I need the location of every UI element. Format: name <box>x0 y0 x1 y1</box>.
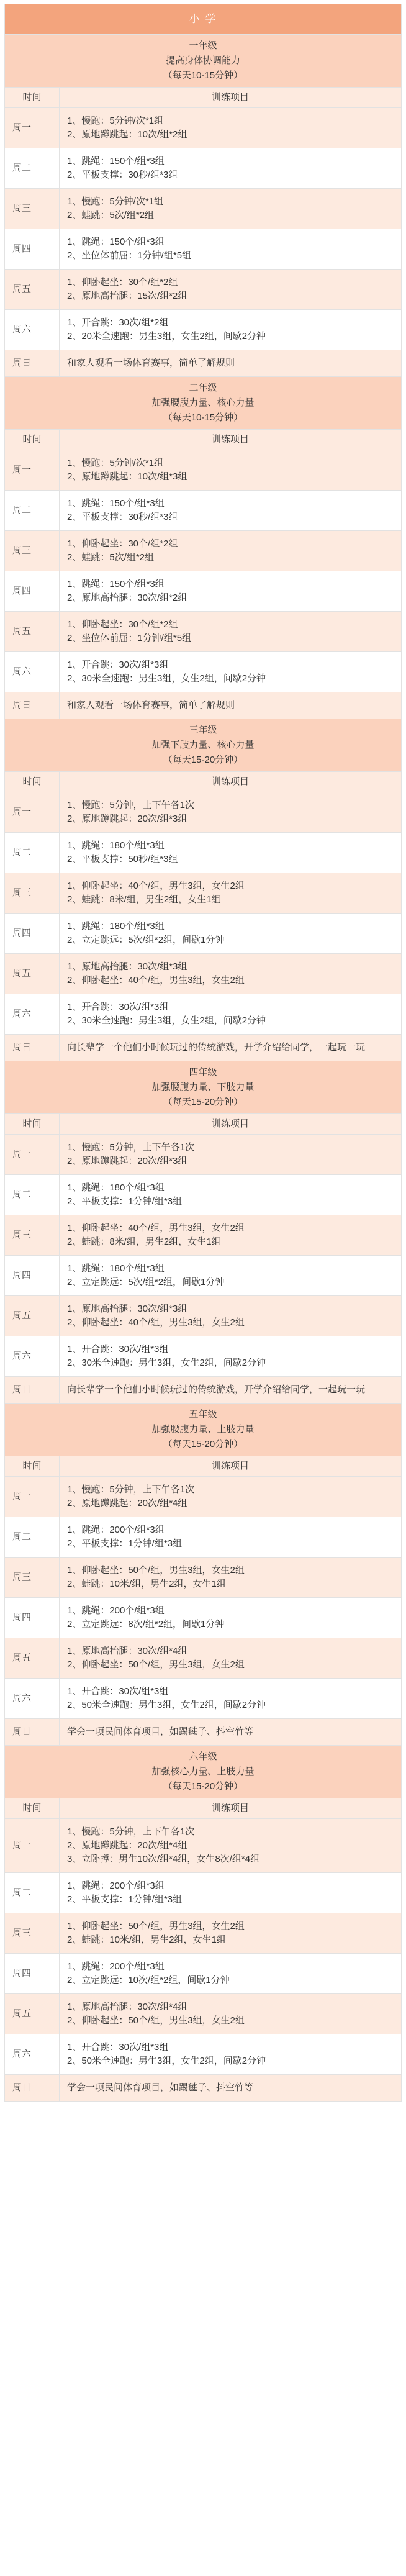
grade-header <box>5 1404 402 1456</box>
training-item-line: 2、蛙跳：8米/组，男生2组，女生1组 <box>67 894 221 905</box>
training-items <box>60 833 402 873</box>
day-label: 周三 <box>5 873 60 914</box>
day-label: 周五 <box>5 270 60 310</box>
training-items <box>60 1719 402 1746</box>
training-items <box>60 148 402 189</box>
day-row <box>5 692 402 719</box>
training-item-line: 1、慢跑：5分钟，上下午各1次 <box>67 1484 195 1495</box>
day-label: 周六 <box>5 994 60 1035</box>
day-label: 周五 <box>5 1296 60 1336</box>
grade-duration: （每天10-15分钟） <box>163 412 243 423</box>
day-row <box>5 612 402 652</box>
day-row <box>5 873 402 914</box>
grade-name: 五年级 <box>189 1409 217 1420</box>
grade-focus: 加强腰腹力量、上肢力量 <box>151 1424 255 1435</box>
section-title-row <box>5 4 402 35</box>
training-items <box>60 229 402 270</box>
training-item-line: 2、原地蹲跳起：10次/组*3组 <box>67 471 187 482</box>
training-item-line: 1、跳绳：180个/组*3组 <box>67 921 165 932</box>
training-item-line: 1、仰卧起坐：30个/组*2组 <box>67 277 178 288</box>
day-label: 周三 <box>5 1558 60 1598</box>
day-row <box>5 1135 402 1175</box>
training-items <box>60 994 402 1035</box>
grade-name: 二年级 <box>189 383 217 393</box>
training-item-line: 和家人观看一场体育赛事，简单了解规则 <box>67 700 235 710</box>
training-item-line: 2、坐位体前屈：1分钟/组*5组 <box>67 250 192 261</box>
day-label: 周一 <box>5 792 60 833</box>
day-row <box>5 1175 402 1215</box>
grade-header <box>5 719 402 772</box>
grade-name: 四年级 <box>189 1067 217 1077</box>
day-row <box>5 189 402 229</box>
training-item-line: 1、开合跳：30次/组*3组 <box>67 660 169 670</box>
day-row <box>5 450 402 491</box>
section-title: 小 学 <box>5 4 402 35</box>
day-row <box>5 994 402 1035</box>
training-item-line: 1、跳绳：180个/组*3组 <box>67 840 165 851</box>
training-items <box>60 1296 402 1336</box>
training-items <box>60 873 402 914</box>
day-label: 周四 <box>5 1256 60 1296</box>
day-label: 周一 <box>5 1477 60 1517</box>
training-items <box>60 310 402 350</box>
training-item-line: 1、跳绳：200个/组*3组 <box>67 1525 165 1535</box>
column-header-item: 训练项目 <box>60 430 402 450</box>
training-item-line: 2、50米全速跑：男生3组，女生2组，间歇2分钟 <box>67 1700 266 1710</box>
grade-header-row <box>5 719 402 772</box>
day-label: 周三 <box>5 1913 60 1954</box>
day-label: 周一 <box>5 1135 60 1175</box>
training-items <box>60 1215 402 1256</box>
training-item-line: 2、平板支撑：1分钟/组*3组 <box>67 1196 183 1207</box>
day-label: 周一 <box>5 108 60 148</box>
grade-focus: 加强腰腹力量、核心力量 <box>151 397 255 408</box>
training-item-line: 1、慢跑：5分钟，上下午各1次 <box>67 1142 195 1153</box>
training-items <box>60 1954 402 1994</box>
grade-header-row <box>5 377 402 430</box>
training-item-line: 2、原地蹲跳起：20次/组*3组 <box>67 814 187 824</box>
training-items <box>60 1679 402 1719</box>
day-label: 周六 <box>5 1679 60 1719</box>
training-item-line: 2、仰卧起坐：50个/组，男生3组，女生2组 <box>67 1659 245 1670</box>
grade-header <box>5 35 402 88</box>
day-row <box>5 792 402 833</box>
training-items <box>60 1477 402 1517</box>
training-item-line: 1、仰卧起坐：40个/组，男生3组，女生2组 <box>67 1223 245 1233</box>
training-item-line: 2、立定跳远：5次/组*2组，间歇1分钟 <box>67 935 225 945</box>
training-item-line: 1、跳绳：150个/组*3组 <box>67 579 165 589</box>
day-row <box>5 229 402 270</box>
column-header-row <box>5 772 402 792</box>
day-label: 周日 <box>5 1035 60 1061</box>
training-item-line: 1、原地高抬腿：30次/组*4组 <box>67 2002 187 2012</box>
day-label: 周一 <box>5 1819 60 1873</box>
training-item-line: 2、蛙跳：10米/组，男生2组，女生1组 <box>67 1934 226 1945</box>
day-row <box>5 1517 402 1558</box>
training-items <box>60 1994 402 2034</box>
training-item-line: 1、慢跑：5分钟/次*1组 <box>67 196 164 207</box>
training-item-line: 2、原地高抬腿：15次/组*2组 <box>67 291 187 301</box>
day-label: 周一 <box>5 450 60 491</box>
training-item-line: 2、平板支撑：30秒/组*3组 <box>67 512 178 522</box>
day-row <box>5 1558 402 1598</box>
day-label: 周六 <box>5 652 60 692</box>
day-row <box>5 491 402 531</box>
grade-name: 一年级 <box>189 40 217 51</box>
training-items <box>60 1035 402 1061</box>
training-item-line: 2、蛙跳：5次/组*2组 <box>67 552 155 563</box>
column-header-day: 时间 <box>5 1114 60 1135</box>
training-items <box>60 652 402 692</box>
training-item-line: 2、蛙跳：10米/组，男生2组，女生1组 <box>67 1579 226 1589</box>
training-item-line: 1、跳绳：200个/组*3组 <box>67 1961 165 1972</box>
training-items <box>60 491 402 531</box>
day-row <box>5 531 402 571</box>
training-item-line: 2、50米全速跑：男生3组，女生2组，间歇2分钟 <box>67 2056 266 2066</box>
grade-header-row <box>5 1061 402 1114</box>
day-label: 周五 <box>5 1994 60 2034</box>
day-row <box>5 2034 402 2075</box>
training-item-line: 1、慢跑：5分钟/次*1组 <box>67 458 164 468</box>
day-label: 周四 <box>5 1598 60 1638</box>
column-header-day: 时间 <box>5 772 60 792</box>
grade-duration: （每天15-20分钟） <box>163 1097 243 1107</box>
day-label: 周二 <box>5 833 60 873</box>
day-label: 周四 <box>5 914 60 954</box>
day-label: 周六 <box>5 2034 60 2075</box>
grade-focus: 加强下肢力量、核心力量 <box>151 740 255 750</box>
column-header-item: 训练项目 <box>60 772 402 792</box>
training-items <box>60 692 402 719</box>
grade-header <box>5 377 402 430</box>
training-item-line: 1、开合跳：30次/组*2组 <box>67 317 169 328</box>
grade-focus: 加强腰腹力量、下肢力量 <box>151 1082 255 1092</box>
column-header-row <box>5 430 402 450</box>
column-header-day: 时间 <box>5 430 60 450</box>
day-label: 周五 <box>5 1638 60 1679</box>
day-row <box>5 108 402 148</box>
grade-focus: 提高身体协调能力 <box>165 55 240 66</box>
training-items <box>60 1135 402 1175</box>
day-label: 周日 <box>5 1377 60 1404</box>
training-item-line: 1、开合跳：30次/组*3组 <box>67 1686 169 1697</box>
training-items <box>60 189 402 229</box>
training-item-line: 2、原地蹲跳起：20次/组*3组 <box>67 1156 187 1166</box>
grade-header <box>5 1746 402 1798</box>
column-header-row <box>5 1456 402 1477</box>
training-items <box>60 2034 402 2075</box>
training-item-line: 2、30米全速跑：男生3组，女生2组，间歇2分钟 <box>67 1358 266 1368</box>
training-items <box>60 350 402 377</box>
day-row <box>5 1296 402 1336</box>
training-items <box>60 2075 402 2102</box>
training-item-line: 2、仰卧起坐：40个/组，男生3组，女生2组 <box>67 975 245 986</box>
day-label: 周三 <box>5 531 60 571</box>
day-row <box>5 1215 402 1256</box>
training-items <box>60 914 402 954</box>
training-item-line: 2、20米全速跑：男生3组，女生2组，间歇2分钟 <box>67 331 266 342</box>
training-item-line: 1、慢跑：5分钟，上下午各1次 <box>67 800 195 810</box>
day-row <box>5 350 402 377</box>
training-item-line: 1、原地高抬腿：30次/组*3组 <box>67 961 187 972</box>
grade-header <box>5 1061 402 1114</box>
grade-duration: （每天15-20分钟） <box>163 1439 243 1449</box>
training-items <box>60 450 402 491</box>
day-label: 周五 <box>5 954 60 994</box>
training-items <box>60 792 402 833</box>
day-label: 周四 <box>5 1954 60 1994</box>
training-item-line: 1、慢跑：5分钟，上下午各1次 <box>67 1826 195 1837</box>
day-row <box>5 1477 402 1517</box>
training-item-line: 2、30米全速跑：男生3组，女生2组，间歇2分钟 <box>67 1015 266 1026</box>
training-item-line: 和家人观看一场体育赛事，简单了解规则 <box>67 358 235 368</box>
training-item-line: 1、跳绳：150个/组*3组 <box>67 237 165 247</box>
training-item-line: 2、蛙跳：8米/组，男生2组，女生1组 <box>67 1236 221 1247</box>
column-header-row <box>5 88 402 108</box>
day-row <box>5 1913 402 1954</box>
day-row <box>5 1035 402 1061</box>
grade-duration: （每天15-20分钟） <box>163 755 243 765</box>
day-row <box>5 954 402 994</box>
training-item-line: 学会一项民间体育项目，如踢毽子、抖空竹等 <box>67 1726 254 1737</box>
training-item-line: 2、原地高抬腿：30次/组*2组 <box>67 592 187 603</box>
training-item-line: 1、跳绳：180个/组*3组 <box>67 1263 165 1274</box>
training-items <box>60 1598 402 1638</box>
training-items <box>60 1819 402 1873</box>
day-label: 周二 <box>5 1517 60 1558</box>
day-label: 周日 <box>5 1719 60 1746</box>
day-row <box>5 310 402 350</box>
training-item-line: 1、开合跳：30次/组*3组 <box>67 1002 169 1012</box>
day-label: 周六 <box>5 1336 60 1377</box>
day-row <box>5 1994 402 2034</box>
day-label: 周五 <box>5 612 60 652</box>
training-item-line: 1、开合跳：30次/组*3组 <box>67 1344 169 1354</box>
column-header-day: 时间 <box>5 88 60 108</box>
day-row <box>5 1819 402 1873</box>
column-header-item: 训练项目 <box>60 88 402 108</box>
training-item-line: 2、立定跳远：5次/组*2组，间歇1分钟 <box>67 1277 225 1287</box>
training-item-line: 1、跳绳：200个/组*3组 <box>67 1880 165 1891</box>
training-item-line: 2、立定跳远：8次/组*2组，间歇1分钟 <box>67 1619 225 1630</box>
grade-duration: （每天10-15分钟） <box>163 70 243 81</box>
day-row <box>5 571 402 612</box>
training-item-line: 1、慢跑：5分钟/次*1组 <box>67 116 164 126</box>
day-label: 周日 <box>5 692 60 719</box>
training-item-line: 1、仰卧起坐：30个/组*2组 <box>67 619 178 630</box>
training-item-line: 2、蛙跳：5次/组*2组 <box>67 210 155 220</box>
training-items <box>60 1336 402 1377</box>
column-header-row <box>5 1798 402 1819</box>
column-header-item: 训练项目 <box>60 1114 402 1135</box>
training-items <box>60 1558 402 1598</box>
training-items <box>60 1256 402 1296</box>
training-items <box>60 571 402 612</box>
training-item-line: 2、平板支撑：1分钟/组*3组 <box>67 1538 183 1549</box>
training-item-line: 2、立定跳远：10次/组*2组，间歇1分钟 <box>67 1975 230 1985</box>
column-header-day: 时间 <box>5 1456 60 1477</box>
column-header-item: 训练项目 <box>60 1456 402 1477</box>
day-label: 周二 <box>5 1873 60 1913</box>
grade-name: 六年级 <box>189 1751 217 1762</box>
day-row <box>5 1336 402 1377</box>
training-items <box>60 1913 402 1954</box>
day-label: 周二 <box>5 148 60 189</box>
training-item-line: 1、仰卧起坐：50个/组，男生3组，女生2组 <box>67 1921 245 1931</box>
training-items <box>60 1175 402 1215</box>
day-label: 周三 <box>5 189 60 229</box>
day-row <box>5 914 402 954</box>
grade-header-row <box>5 35 402 88</box>
training-item-line: 向长辈学一个他们小时候玩过的传统游戏，开学介绍给同学，一起玩一玩 <box>67 1042 366 1053</box>
day-label: 周二 <box>5 491 60 531</box>
training-items <box>60 270 402 310</box>
day-row <box>5 833 402 873</box>
training-items <box>60 531 402 571</box>
training-items <box>60 108 402 148</box>
training-item-line: 1、开合跳：30次/组*3组 <box>67 2042 169 2052</box>
day-row <box>5 1638 402 1679</box>
training-plan-table <box>4 4 402 2102</box>
training-item-line: 1、原地高抬腿：30次/组*3组 <box>67 1304 187 1314</box>
day-row <box>5 1873 402 1913</box>
grade-name: 三年级 <box>189 725 217 735</box>
training-item-line: 1、跳绳：180个/组*3组 <box>67 1182 165 1193</box>
training-item-line: 2、原地蹲跳起：20次/组*4组 <box>67 1498 187 1508</box>
training-item-line: 1、仰卧起坐：30个/组*2组 <box>67 538 178 549</box>
day-label: 周四 <box>5 229 60 270</box>
day-row <box>5 1954 402 1994</box>
day-label: 周六 <box>5 310 60 350</box>
day-row <box>5 1679 402 1719</box>
day-row <box>5 148 402 189</box>
training-items <box>60 1873 402 1913</box>
day-label: 周日 <box>5 2075 60 2102</box>
training-item-line: 2、原地蹲跳起：10次/组*2组 <box>67 129 187 140</box>
day-row <box>5 1598 402 1638</box>
day-label: 周二 <box>5 1175 60 1215</box>
day-row <box>5 2075 402 2102</box>
training-items <box>60 1377 402 1404</box>
training-item-line: 2、原地蹲跳起：20次/组*4组 <box>67 1840 187 1851</box>
day-label: 周三 <box>5 1215 60 1256</box>
training-items <box>60 612 402 652</box>
day-label: 周四 <box>5 571 60 612</box>
training-item-line: 2、30米全速跑：男生3组，女生2组，间歇2分钟 <box>67 673 266 684</box>
column-header-row <box>5 1114 402 1135</box>
training-items <box>60 1517 402 1558</box>
day-row <box>5 1719 402 1746</box>
training-item-line: 2、仰卧起坐：40个/组，男生3组，女生2组 <box>67 1317 245 1328</box>
grade-focus: 加强核心力量、上肢力量 <box>151 1766 255 1777</box>
training-item-line: 1、跳绳：150个/组*3组 <box>67 498 165 509</box>
day-row <box>5 270 402 310</box>
training-item-line: 2、坐位体前屈：1分钟/组*5组 <box>67 633 192 643</box>
column-header-item: 训练项目 <box>60 1798 402 1819</box>
training-items <box>60 954 402 994</box>
training-item-line: 2、平板支撑：50秒/组*3组 <box>67 854 178 864</box>
training-item-line: 1、跳绳：150个/组*3组 <box>67 156 165 166</box>
training-item-line: 2、平板支撑：30秒/组*3组 <box>67 170 178 180</box>
training-item-line: 1、原地高抬腿：30次/组*4组 <box>67 1646 187 1656</box>
day-row <box>5 1256 402 1296</box>
training-item-line: 1、跳绳：200个/组*3组 <box>67 1605 165 1616</box>
training-item-line: 3、立卧撑：男生10次/组*4组，女生8次/组*4组 <box>67 1854 260 1864</box>
day-row <box>5 1377 402 1404</box>
training-plan-body <box>5 4 402 2102</box>
training-item-line: 向长辈学一个他们小时候玩过的传统游戏，开学介绍给同学，一起玩一玩 <box>67 1384 366 1395</box>
training-item-line: 2、平板支撑：1分钟/组*3组 <box>67 1894 183 1905</box>
grade-duration: （每天15-20分钟） <box>163 1781 243 1792</box>
grade-header-row <box>5 1746 402 1798</box>
column-header-day: 时间 <box>5 1798 60 1819</box>
grade-header-row <box>5 1404 402 1456</box>
day-label: 周日 <box>5 350 60 377</box>
training-plan-document <box>4 0 402 2102</box>
training-item-line: 1、仰卧起坐：50个/组，男生3组，女生2组 <box>67 1565 245 1576</box>
training-items <box>60 1638 402 1679</box>
training-item-line: 1、仰卧起坐：40个/组，男生3组，女生2组 <box>67 881 245 891</box>
training-item-line: 2、仰卧起坐：50个/组，男生3组，女生2组 <box>67 2015 245 2026</box>
training-item-line: 学会一项民间体育项目，如踢毽子、抖空竹等 <box>67 2082 254 2093</box>
day-row <box>5 652 402 692</box>
